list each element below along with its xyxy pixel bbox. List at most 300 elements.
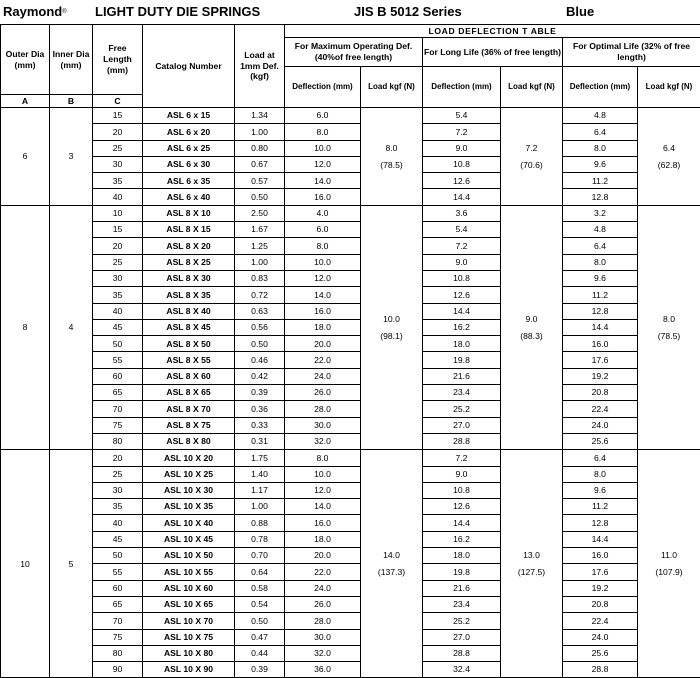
deflection-optimal-cell: 11.2 bbox=[563, 173, 638, 189]
load-cell: 1.34 bbox=[235, 108, 285, 124]
deflection-optimal-cell: 9.6 bbox=[563, 482, 638, 498]
free-length-cell: 30 bbox=[93, 482, 143, 498]
deflection-long-cell: 9.0 bbox=[423, 254, 501, 270]
deflection-optimal-cell: 8.0 bbox=[563, 140, 638, 156]
deflection-long-cell: 32.4 bbox=[423, 662, 501, 678]
deflection-optimal-cell: 6.4 bbox=[563, 124, 638, 140]
load-optimal-n: (62.8) bbox=[658, 160, 680, 170]
outer-dia-cell: 6 bbox=[1, 108, 50, 206]
deflection-optimal-cell: 11.2 bbox=[563, 499, 638, 515]
load-long-n: (127.5) bbox=[518, 567, 545, 577]
free-length-cell: 15 bbox=[93, 222, 143, 238]
table-row bbox=[1, 433, 700, 449]
catalog-number-cell: ASL 8 X 50 bbox=[143, 336, 235, 352]
deflection-long-cell: 16.2 bbox=[423, 531, 501, 547]
deflection-table-title: LOAD DEFLECTION T ABLE bbox=[285, 25, 700, 38]
deflection-long-cell: 25.2 bbox=[423, 613, 501, 629]
load-max-kgf: 10.0 bbox=[383, 314, 400, 324]
table-row bbox=[1, 548, 700, 564]
free-length-cell: 65 bbox=[93, 596, 143, 612]
inner-dia-cell: 4 bbox=[50, 205, 93, 449]
catalog-number-cell: ASL 10 X 55 bbox=[143, 564, 235, 580]
load-cell: 0.56 bbox=[235, 319, 285, 335]
load-long-kgf: 13.0 bbox=[523, 550, 540, 560]
registered-mark: ® bbox=[62, 9, 66, 15]
deflection-long-cell: 18.0 bbox=[423, 336, 501, 352]
deflection-optimal-cell: 3.2 bbox=[563, 205, 638, 221]
load-cell: 0.44 bbox=[235, 645, 285, 661]
deflection-long-cell: 10.8 bbox=[423, 482, 501, 498]
load-cell: 0.58 bbox=[235, 580, 285, 596]
deflection-long-cell: 3.6 bbox=[423, 205, 501, 221]
table-row bbox=[1, 319, 700, 335]
deflection-max-cell: 18.0 bbox=[285, 319, 361, 335]
deflection-max-cell: 12.0 bbox=[285, 482, 361, 498]
catalog-number-cell: ASL 8 X 20 bbox=[143, 238, 235, 254]
load-max-cell bbox=[361, 108, 423, 206]
deflection-optimal-cell: 6.4 bbox=[563, 450, 638, 466]
table-body bbox=[1, 108, 700, 678]
deflection-max-cell: 20.0 bbox=[285, 336, 361, 352]
deflection-optimal-cell: 8.0 bbox=[563, 254, 638, 270]
table-row bbox=[1, 124, 700, 140]
deflection-optimal-cell: 24.0 bbox=[563, 629, 638, 645]
table-row bbox=[1, 287, 700, 303]
table-row bbox=[1, 482, 700, 498]
deflection-max-cell: 24.0 bbox=[285, 368, 361, 384]
free-length-cell: 60 bbox=[93, 368, 143, 384]
load-cell: 0.33 bbox=[235, 417, 285, 433]
deflection-long-cell: 18.0 bbox=[423, 548, 501, 564]
load-cell: 1.67 bbox=[235, 222, 285, 238]
load-cell: 1.00 bbox=[235, 254, 285, 270]
table-row bbox=[1, 303, 700, 319]
deflection-optimal-cell: 19.2 bbox=[563, 580, 638, 596]
table-row bbox=[1, 156, 700, 172]
deflection-max-cell: 28.0 bbox=[285, 613, 361, 629]
table-row bbox=[1, 499, 700, 515]
deflection-max-cell: 30.0 bbox=[285, 629, 361, 645]
free-length-cell: 40 bbox=[93, 189, 143, 205]
free-length-cell: 80 bbox=[93, 645, 143, 661]
load-optimal-n: (107.9) bbox=[655, 567, 682, 577]
load-cell: 1.75 bbox=[235, 450, 285, 466]
deflection-long-cell: 5.4 bbox=[423, 222, 501, 238]
free-length-cell: 20 bbox=[93, 450, 143, 466]
deflection-long-cell: 10.8 bbox=[423, 156, 501, 172]
deflection-optimal-cell: 14.4 bbox=[563, 319, 638, 335]
catalog-number-cell: ASL 8 X 60 bbox=[143, 368, 235, 384]
load-max-n: (98.1) bbox=[380, 331, 402, 341]
deflection-long-cell: 23.4 bbox=[423, 385, 501, 401]
outer-dia-cell: 8 bbox=[1, 205, 50, 449]
load-long-n: (70.6) bbox=[520, 160, 542, 170]
catalog-number-cell: ASL 6 x 15 bbox=[143, 108, 235, 124]
table-row bbox=[1, 385, 700, 401]
free-length-cell: 60 bbox=[93, 580, 143, 596]
catalog-number-cell: ASL 6 x 40 bbox=[143, 189, 235, 205]
deflection-long-cell: 14.4 bbox=[423, 189, 501, 205]
table-row bbox=[1, 222, 700, 238]
deflection-optimal-cell: 12.8 bbox=[563, 303, 638, 319]
col-free-length: Free Length (mm) bbox=[93, 25, 143, 95]
table-row bbox=[1, 205, 700, 221]
group-max-operating: For Maximum Operating Def. (40%of free length) bbox=[285, 38, 423, 67]
catalog-number-cell: ASL 10 X 50 bbox=[143, 548, 235, 564]
table-row bbox=[1, 596, 700, 612]
load-max-kgf: 8.0 bbox=[386, 143, 398, 153]
load-cell: 0.42 bbox=[235, 368, 285, 384]
catalog-number-cell: ASL 8 X 75 bbox=[143, 417, 235, 433]
load-optimal-kgf: 6.4 bbox=[663, 143, 675, 153]
deflection-max-cell: 32.0 bbox=[285, 645, 361, 661]
deflection-max-cell: 16.0 bbox=[285, 515, 361, 531]
deflection-max-cell: 14.0 bbox=[285, 173, 361, 189]
table-row bbox=[1, 189, 700, 205]
table-row bbox=[1, 140, 700, 156]
deflection-optimal-cell: 9.6 bbox=[563, 270, 638, 286]
load-cell: 0.54 bbox=[235, 596, 285, 612]
catalog-number-cell: ASL 8 X 45 bbox=[143, 319, 235, 335]
brand-text: Raymond bbox=[3, 4, 62, 19]
load-long-kgf: 7.2 bbox=[526, 143, 538, 153]
standard-series: JIS B 5012 Series bbox=[354, 4, 462, 19]
col-catalog-number: Catalog Number bbox=[143, 25, 235, 108]
deflection-max-cell: 8.0 bbox=[285, 124, 361, 140]
load-cell: 0.50 bbox=[235, 336, 285, 352]
load-cell: 0.46 bbox=[235, 352, 285, 368]
load-long-cell bbox=[501, 108, 563, 206]
deflection-long-cell: 12.6 bbox=[423, 499, 501, 515]
catalog-number-cell: ASL 6 x 35 bbox=[143, 173, 235, 189]
free-length-cell: 25 bbox=[93, 466, 143, 482]
deflection-optimal-cell: 20.8 bbox=[563, 596, 638, 612]
free-length-cell: 40 bbox=[93, 303, 143, 319]
free-length-cell: 25 bbox=[93, 254, 143, 270]
deflection-max-cell: 10.0 bbox=[285, 466, 361, 482]
catalog-number-cell: ASL 8 X 80 bbox=[143, 433, 235, 449]
table-row bbox=[1, 336, 700, 352]
col-load-kgf-1: Load kgf (N) bbox=[361, 67, 423, 108]
catalog-number-cell: ASL 10 X 45 bbox=[143, 531, 235, 547]
load-cell: 0.72 bbox=[235, 287, 285, 303]
col-deflection-2: Deflection (mm) bbox=[423, 67, 501, 108]
load-long-cell bbox=[501, 205, 563, 449]
load-optimal-cell bbox=[638, 108, 700, 206]
deflection-max-cell: 24.0 bbox=[285, 580, 361, 596]
document-title: LIGHT DUTY DIE SPRINGS bbox=[95, 4, 260, 19]
deflection-optimal-cell: 16.0 bbox=[563, 336, 638, 352]
free-length-cell: 50 bbox=[93, 336, 143, 352]
load-optimal-cell bbox=[638, 450, 700, 678]
free-length-cell: 90 bbox=[93, 662, 143, 678]
table-row bbox=[1, 580, 700, 596]
table-row bbox=[1, 108, 700, 124]
load-optimal-cell bbox=[638, 205, 700, 449]
load-max-n: (78.5) bbox=[380, 160, 402, 170]
deflection-optimal-cell: 22.4 bbox=[563, 401, 638, 417]
table-row bbox=[1, 564, 700, 580]
free-length-cell: 55 bbox=[93, 564, 143, 580]
load-cell: 1.17 bbox=[235, 482, 285, 498]
catalog-number-cell: ASL 10 X 30 bbox=[143, 482, 235, 498]
inner-dia-cell: 5 bbox=[50, 450, 93, 678]
table-row bbox=[1, 417, 700, 433]
load-max-kgf: 14.0 bbox=[383, 550, 400, 560]
deflection-max-cell: 14.0 bbox=[285, 499, 361, 515]
free-length-cell: 30 bbox=[93, 156, 143, 172]
table-row bbox=[1, 645, 700, 661]
free-length-cell: 35 bbox=[93, 173, 143, 189]
spring-color: Blue bbox=[566, 4, 594, 19]
free-length-cell: 50 bbox=[93, 548, 143, 564]
catalog-number-cell: ASL 10 X 65 bbox=[143, 596, 235, 612]
spring-table bbox=[0, 24, 700, 678]
deflection-long-cell: 27.0 bbox=[423, 417, 501, 433]
catalog-number-cell: ASL 8 X 10 bbox=[143, 205, 235, 221]
deflection-optimal-cell: 8.0 bbox=[563, 466, 638, 482]
deflection-optimal-cell: 12.8 bbox=[563, 189, 638, 205]
table-row bbox=[1, 662, 700, 678]
table-row bbox=[1, 613, 700, 629]
load-cell: 1.00 bbox=[235, 124, 285, 140]
col-letter-b: B bbox=[50, 95, 93, 108]
col-deflection-1: Deflection (mm) bbox=[285, 67, 361, 108]
load-cell: 0.70 bbox=[235, 548, 285, 564]
deflection-long-cell: 12.6 bbox=[423, 287, 501, 303]
catalog-number-cell: ASL 8 X 35 bbox=[143, 287, 235, 303]
catalog-number-cell: ASL 6 x 20 bbox=[143, 124, 235, 140]
catalog-number-cell: ASL 8 X 55 bbox=[143, 352, 235, 368]
free-length-cell: 75 bbox=[93, 417, 143, 433]
deflection-max-cell: 32.0 bbox=[285, 433, 361, 449]
catalog-number-cell: ASL 8 X 40 bbox=[143, 303, 235, 319]
load-max-n: (137.3) bbox=[378, 567, 405, 577]
outer-dia-cell: 10 bbox=[1, 450, 50, 678]
deflection-optimal-cell: 14.4 bbox=[563, 531, 638, 547]
load-cell: 0.63 bbox=[235, 303, 285, 319]
load-cell: 0.39 bbox=[235, 662, 285, 678]
deflection-long-cell: 21.6 bbox=[423, 580, 501, 596]
deflection-optimal-cell: 19.2 bbox=[563, 368, 638, 384]
free-length-cell: 55 bbox=[93, 352, 143, 368]
load-cell: 0.80 bbox=[235, 140, 285, 156]
deflection-max-cell: 26.0 bbox=[285, 596, 361, 612]
load-cell: 1.40 bbox=[235, 466, 285, 482]
table-row bbox=[1, 270, 700, 286]
deflection-max-cell: 14.0 bbox=[285, 287, 361, 303]
catalog-number-cell: ASL 8 X 65 bbox=[143, 385, 235, 401]
catalog-number-cell: ASL 10 X 75 bbox=[143, 629, 235, 645]
catalog-number-cell: ASL 6 x 30 bbox=[143, 156, 235, 172]
table-row bbox=[1, 629, 700, 645]
load-cell: 0.78 bbox=[235, 531, 285, 547]
load-long-kgf: 9.0 bbox=[526, 314, 538, 324]
deflection-optimal-cell: 22.4 bbox=[563, 613, 638, 629]
load-cell: 0.31 bbox=[235, 433, 285, 449]
deflection-max-cell: 6.0 bbox=[285, 222, 361, 238]
catalog-number-cell: ASL 10 X 35 bbox=[143, 499, 235, 515]
load-max-cell bbox=[361, 450, 423, 678]
table-row bbox=[1, 352, 700, 368]
load-optimal-kgf: 8.0 bbox=[663, 314, 675, 324]
deflection-optimal-cell: 28.8 bbox=[563, 662, 638, 678]
table-row bbox=[1, 466, 700, 482]
free-length-cell: 30 bbox=[93, 270, 143, 286]
deflection-long-cell: 7.2 bbox=[423, 124, 501, 140]
group-optimal-life: For Optimal Life (32% of free length) bbox=[563, 38, 700, 67]
deflection-max-cell: 26.0 bbox=[285, 385, 361, 401]
table-row bbox=[1, 401, 700, 417]
deflection-optimal-cell: 24.0 bbox=[563, 417, 638, 433]
load-long-cell bbox=[501, 450, 563, 678]
load-cell: 0.50 bbox=[235, 189, 285, 205]
free-length-cell: 20 bbox=[93, 124, 143, 140]
load-cell: 0.83 bbox=[235, 270, 285, 286]
group-long-life: For Long Life (36% of free length) bbox=[423, 38, 563, 67]
deflection-optimal-cell: 4.8 bbox=[563, 222, 638, 238]
table-header bbox=[1, 25, 700, 108]
deflection-optimal-cell: 17.6 bbox=[563, 564, 638, 580]
deflection-long-cell: 14.4 bbox=[423, 303, 501, 319]
deflection-optimal-cell: 16.0 bbox=[563, 548, 638, 564]
deflection-optimal-cell: 6.4 bbox=[563, 238, 638, 254]
deflection-long-cell: 14.4 bbox=[423, 515, 501, 531]
free-length-cell: 25 bbox=[93, 140, 143, 156]
deflection-max-cell: 10.0 bbox=[285, 254, 361, 270]
free-length-cell: 35 bbox=[93, 287, 143, 303]
col-letter-c: C bbox=[93, 95, 143, 108]
col-deflection-3: Deflection (mm) bbox=[563, 67, 638, 108]
load-cell: 0.88 bbox=[235, 515, 285, 531]
catalog-number-cell: ASL 10 X 25 bbox=[143, 466, 235, 482]
deflection-long-cell: 27.0 bbox=[423, 629, 501, 645]
col-letter-a: A bbox=[1, 95, 50, 108]
deflection-max-cell: 36.0 bbox=[285, 662, 361, 678]
load-optimal-kgf: 11.0 bbox=[661, 550, 677, 560]
load-cell: 0.47 bbox=[235, 629, 285, 645]
deflection-max-cell: 16.0 bbox=[285, 189, 361, 205]
brand-name bbox=[3, 4, 67, 19]
deflection-optimal-cell: 9.6 bbox=[563, 156, 638, 172]
deflection-max-cell: 4.0 bbox=[285, 205, 361, 221]
deflection-long-cell: 16.2 bbox=[423, 319, 501, 335]
table-row bbox=[1, 531, 700, 547]
catalog-number-cell: ASL 10 X 90 bbox=[143, 662, 235, 678]
col-inner-dia: Inner Dia (mm) bbox=[50, 25, 93, 95]
deflection-optimal-cell: 17.6 bbox=[563, 352, 638, 368]
free-length-cell: 70 bbox=[93, 401, 143, 417]
deflection-optimal-cell: 20.8 bbox=[563, 385, 638, 401]
deflection-long-cell: 7.2 bbox=[423, 450, 501, 466]
catalog-number-cell: ASL 10 X 80 bbox=[143, 645, 235, 661]
free-length-cell: 40 bbox=[93, 515, 143, 531]
load-cell: 0.67 bbox=[235, 156, 285, 172]
deflection-max-cell: 10.0 bbox=[285, 140, 361, 156]
catalog-number-cell: ASL 6 x 25 bbox=[143, 140, 235, 156]
deflection-long-cell: 19.8 bbox=[423, 564, 501, 580]
deflection-max-cell: 6.0 bbox=[285, 108, 361, 124]
col-load-kgf-2: Load kgf (N) bbox=[501, 67, 563, 108]
deflection-long-cell: 9.0 bbox=[423, 466, 501, 482]
deflection-optimal-cell: 25.6 bbox=[563, 645, 638, 661]
deflection-max-cell: 12.0 bbox=[285, 270, 361, 286]
free-length-cell: 65 bbox=[93, 385, 143, 401]
deflection-max-cell: 22.0 bbox=[285, 352, 361, 368]
deflection-max-cell: 22.0 bbox=[285, 564, 361, 580]
load-cell: 0.64 bbox=[235, 564, 285, 580]
load-cell: 0.57 bbox=[235, 173, 285, 189]
table-row bbox=[1, 368, 700, 384]
load-cell: 1.25 bbox=[235, 238, 285, 254]
table-row bbox=[1, 254, 700, 270]
deflection-max-cell: 18.0 bbox=[285, 531, 361, 547]
free-length-cell: 35 bbox=[93, 499, 143, 515]
free-length-cell: 75 bbox=[93, 629, 143, 645]
deflection-long-cell: 28.8 bbox=[423, 433, 501, 449]
deflection-long-cell: 25.2 bbox=[423, 401, 501, 417]
deflection-long-cell: 9.0 bbox=[423, 140, 501, 156]
title-bar bbox=[0, 0, 700, 25]
inner-dia-cell: 3 bbox=[50, 108, 93, 206]
col-load: Load at 1mm Def. (kgf) bbox=[235, 25, 285, 108]
deflection-long-cell: 5.4 bbox=[423, 108, 501, 124]
free-length-cell: 20 bbox=[93, 238, 143, 254]
catalog-number-cell: ASL 10 X 60 bbox=[143, 580, 235, 596]
deflection-max-cell: 8.0 bbox=[285, 238, 361, 254]
catalog-number-cell: ASL 8 X 30 bbox=[143, 270, 235, 286]
deflection-long-cell: 19.8 bbox=[423, 352, 501, 368]
load-cell: 0.50 bbox=[235, 613, 285, 629]
table-row bbox=[1, 173, 700, 189]
free-length-cell: 10 bbox=[93, 205, 143, 221]
deflection-max-cell: 20.0 bbox=[285, 548, 361, 564]
deflection-long-cell: 21.6 bbox=[423, 368, 501, 384]
free-length-cell: 70 bbox=[93, 613, 143, 629]
deflection-long-cell: 10.8 bbox=[423, 270, 501, 286]
deflection-long-cell: 7.2 bbox=[423, 238, 501, 254]
col-outer-dia: Outer Dia (mm) bbox=[1, 25, 50, 95]
load-cell: 2.50 bbox=[235, 205, 285, 221]
table-row bbox=[1, 238, 700, 254]
deflection-optimal-cell: 4.8 bbox=[563, 108, 638, 124]
load-long-n: (88.3) bbox=[520, 331, 542, 341]
table-row bbox=[1, 450, 700, 466]
deflection-long-cell: 12.6 bbox=[423, 173, 501, 189]
free-length-cell: 45 bbox=[93, 531, 143, 547]
load-cell: 0.39 bbox=[235, 385, 285, 401]
catalog-number-cell: ASL 8 X 70 bbox=[143, 401, 235, 417]
deflection-max-cell: 28.0 bbox=[285, 401, 361, 417]
catalog-number-cell: ASL 10 X 40 bbox=[143, 515, 235, 531]
deflection-max-cell: 8.0 bbox=[285, 450, 361, 466]
deflection-optimal-cell: 11.2 bbox=[563, 287, 638, 303]
deflection-long-cell: 23.4 bbox=[423, 596, 501, 612]
free-length-cell: 80 bbox=[93, 433, 143, 449]
deflection-optimal-cell: 25.6 bbox=[563, 433, 638, 449]
deflection-long-cell: 28.8 bbox=[423, 645, 501, 661]
load-optimal-n: (78.5) bbox=[658, 331, 680, 341]
deflection-optimal-cell: 12.8 bbox=[563, 515, 638, 531]
table-row bbox=[1, 515, 700, 531]
load-cell: 0.36 bbox=[235, 401, 285, 417]
catalog-number-cell: ASL 10 X 70 bbox=[143, 613, 235, 629]
catalog-number-cell: ASL 8 X 25 bbox=[143, 254, 235, 270]
catalog-number-cell: ASL 10 X 20 bbox=[143, 450, 235, 466]
deflection-max-cell: 16.0 bbox=[285, 303, 361, 319]
load-cell: 1.00 bbox=[235, 499, 285, 515]
load-max-cell bbox=[361, 205, 423, 449]
